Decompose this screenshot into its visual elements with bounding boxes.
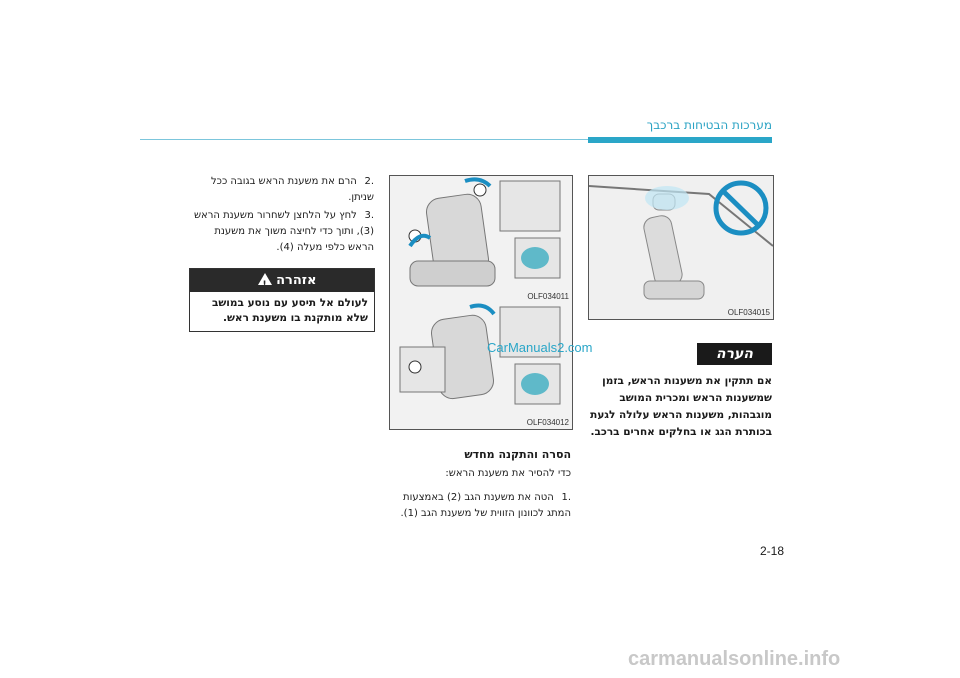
step-text: הטה את משענת הגב (2) באמצעות המתג לכוונון הזווית של משענת הגב (1). xyxy=(400,492,571,519)
header-accent-bar xyxy=(588,137,772,143)
step-text: הרם את משענת הראש בגובה ככל שניתן. xyxy=(210,176,374,203)
removal-step-3 xyxy=(189,208,374,256)
footer-watermark: carmanualsonline.info xyxy=(628,648,841,670)
notice-label: הערה xyxy=(697,343,772,365)
seat-illustration-top xyxy=(390,176,572,303)
warning-triangle-icon xyxy=(258,273,272,285)
seat-illustration xyxy=(589,176,773,319)
notice-text: אם תתקין את משענות הראש, בזמן שמשענות הראש ומכרית המושב מוגבהות, משענות הראש עלולה לגעת בכותרת הגג או בחלקים אחרים ברכב. xyxy=(590,375,772,438)
figure-code: OLF034011 xyxy=(527,292,569,301)
removal-heading: הסרה והתקנה מחדש xyxy=(464,448,571,461)
watermark: CarManuals2.com xyxy=(487,340,593,355)
warning-box xyxy=(189,268,375,332)
step-number: .2 xyxy=(364,176,374,187)
figure-code: OLF034012 xyxy=(526,418,569,427)
step-number: .1 xyxy=(561,492,571,503)
warning-label: אזהרה xyxy=(276,273,317,288)
warning-text: לעולם אל תיסע עם נוסע במושב שלא מותקנת בו משענת ראש. xyxy=(211,297,368,324)
page-number: 2-18 xyxy=(760,544,785,558)
header-title: מערכות הבטיחות ברכבך xyxy=(646,118,772,132)
step-number: .3 xyxy=(364,210,374,221)
warning-header xyxy=(190,269,374,292)
figure-headrest-no-ceiling xyxy=(588,175,774,320)
figure-code: OLF034015 xyxy=(727,308,770,317)
seat-illustration-bottom xyxy=(390,302,572,429)
removal-step-2 xyxy=(189,174,374,206)
figure-headrest-removal xyxy=(389,302,573,430)
removal-intro: כדי להסיר את משענת הראש: xyxy=(445,468,571,479)
figure-seat-recline xyxy=(389,175,573,304)
step-text: לחץ על הלחצן לשחרור משענת הראש (3), ותוך כדי לחיצה משוך את משענת הראש כלפי מעלה (4). xyxy=(193,210,374,253)
removal-step-1 xyxy=(389,490,571,522)
